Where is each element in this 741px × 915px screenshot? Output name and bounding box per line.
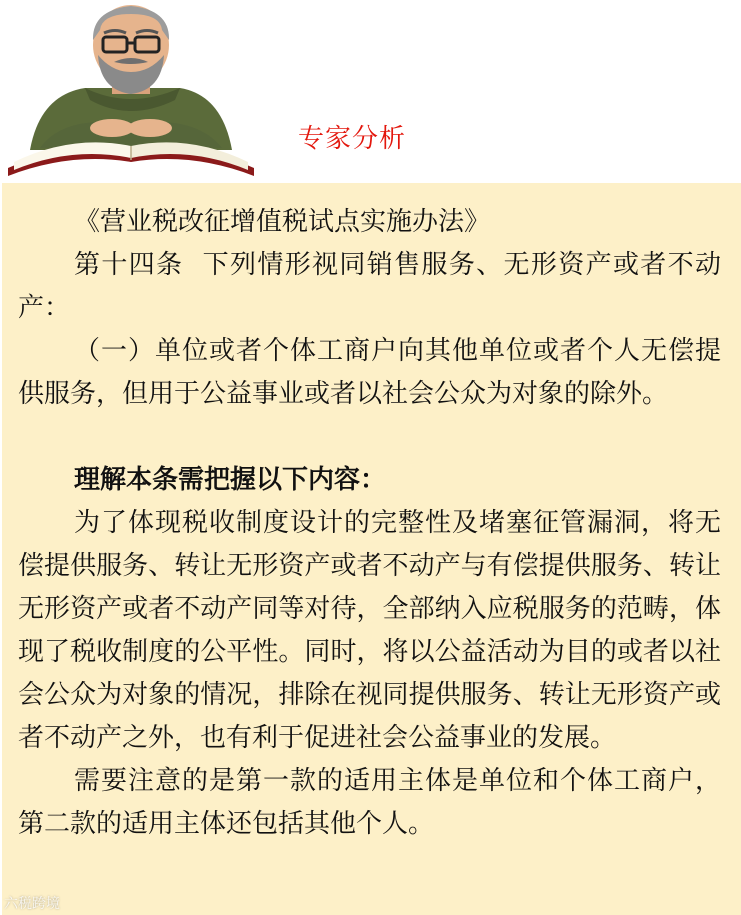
analysis-paragraph-1: 为了体现税收制度设计的完整性及堵塞征管漏洞，将无偿提供服务、转让无形资产或者不动产与有偿提供服务、转让无形资产或者不动产同等对待，全部纳入应税服务的范畴，体现了税收制度的公平性。同时，将以公益活动为目的或者以社会公众为对象的情况，排除在视同提供服务、转让无形资产或者不动产之外，也有利于促进社会公益事业的发展。 xyxy=(18,508,721,753)
document-title: 《营业税改征增值税试点实施办法》 xyxy=(74,207,491,237)
paragraph-spacer xyxy=(18,416,721,459)
analysis-heading: 理解本条需把握以下内容： xyxy=(74,465,387,495)
article-clause-1: （一）单位或者个体工商户向其他单位或者个人无偿提供服务，但用于公益事业或者以社会公众为对象的除外。 xyxy=(18,336,721,409)
content-panel xyxy=(2,183,741,915)
header-title: 专家分析 xyxy=(298,124,407,154)
expert-reading-book-icon xyxy=(0,0,262,182)
analysis-paragraph-2: 需要注意的是第一款的适用主体是单位和个体工商户，第二款的适用主体还包括其他个人。 xyxy=(18,766,721,839)
article-heading: 第十四条 下列情形视同销售服务、无形资产或者不动产： xyxy=(18,250,721,323)
watermark: 六税跨境 xyxy=(4,896,60,912)
header xyxy=(0,0,741,182)
